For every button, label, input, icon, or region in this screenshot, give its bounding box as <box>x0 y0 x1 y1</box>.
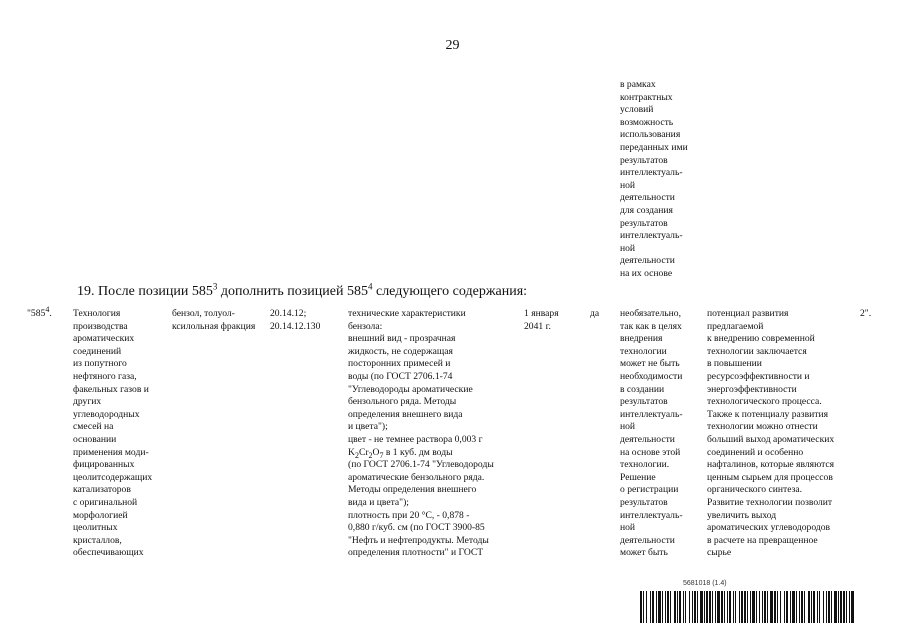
flag-cell: да <box>590 308 600 319</box>
product-cell: бензол, толуол- ксилольная фракция <box>172 308 256 332</box>
top-fragment-text: в рамках контрактных условий возможность использования переданных ими результатов интеллектуаль- ной деятельности для создания результатов интеллектуаль- ной деятельности на их основе <box>620 79 688 279</box>
date-cell: 1 января 2041 г. <box>524 308 559 332</box>
position-sup: 4 <box>45 304 50 314</box>
specs-part1: технические характеристики бензола: внешний вид - прозрачная жидкость, не содержащая посторонних примесей и воды (по ГОСТ 2706.1-74 "Углеводороды ароматические бензольного ряда. Методы определения внешнего вида и цвета"); цвет - не темнее раствора 0,003 г <box>348 308 483 445</box>
barcode-image <box>640 591 855 623</box>
section-heading <box>77 281 528 300</box>
barcode-label: 5681018 (1.4) <box>683 580 727 587</box>
technology-cell: Технология производства ароматических соединений из попутного нефтяного газа, факельных газов и других углеводородных смесей на основании применения моди- фицированных цеолитсодержащих катализаторов с оригинальной морфологией цеолитных кристаллов, обеспечивающих <box>73 308 153 559</box>
heading-middle: дополнить позицией 585 <box>217 284 368 299</box>
page-number: 29 <box>445 38 460 53</box>
heading-sup2: 4 <box>367 281 373 292</box>
heading-sup1: 3 <box>212 281 218 292</box>
potential-cell: потенциал развития предлагаемой к внедрению современной технологии заключается в повышении ресурсоэффективности и энергоэффективности технологического процесса. Также к потенциалу развития технологии можно отнести больший выход ароматических соединений и особенно нафталинов, которые являются ценным сырьем для процессов органического синтеза. Развитие технологии позволит увеличить выход ароматических углеводородов в расчете на превращенное сырье <box>707 308 835 559</box>
heading-suffix: следующего содержания: <box>372 284 528 299</box>
specs-cell <box>348 308 520 560</box>
codes-cell: 20.14.12; 20.14.12.130 <box>270 308 321 332</box>
position-suffix: . <box>49 308 52 319</box>
position-number <box>27 304 61 321</box>
specs-part2: (по ГОСТ 2706.1-74 "Углеводороды ароматические бензольного ряда. Методы определения внешнего вида и цвета"); плотность при 20 °С, - 0,878 - 0,880 г/куб. см (по ГОСТ 3900-85 "Нефть и нефтепродукты. Методы определения плотности" и ГОСТ <box>348 459 494 559</box>
position-prefix: "585 <box>27 308 46 319</box>
row-end-mark: 2". <box>860 308 872 319</box>
specs-formula: $K_2Cr_2O_7$ в 1 куб. дм воды <box>348 446 453 460</box>
conditions-cell: необязательно, так как в целях внедрения технологии может не быть необходимости в создании результатов интеллектуаль- ной деятельности на основе этой технологии. Решение о регистрации результатов интеллектуаль- ной деятельности может быть <box>620 308 683 559</box>
heading-prefix: 19. После позиции 585 <box>77 284 213 299</box>
